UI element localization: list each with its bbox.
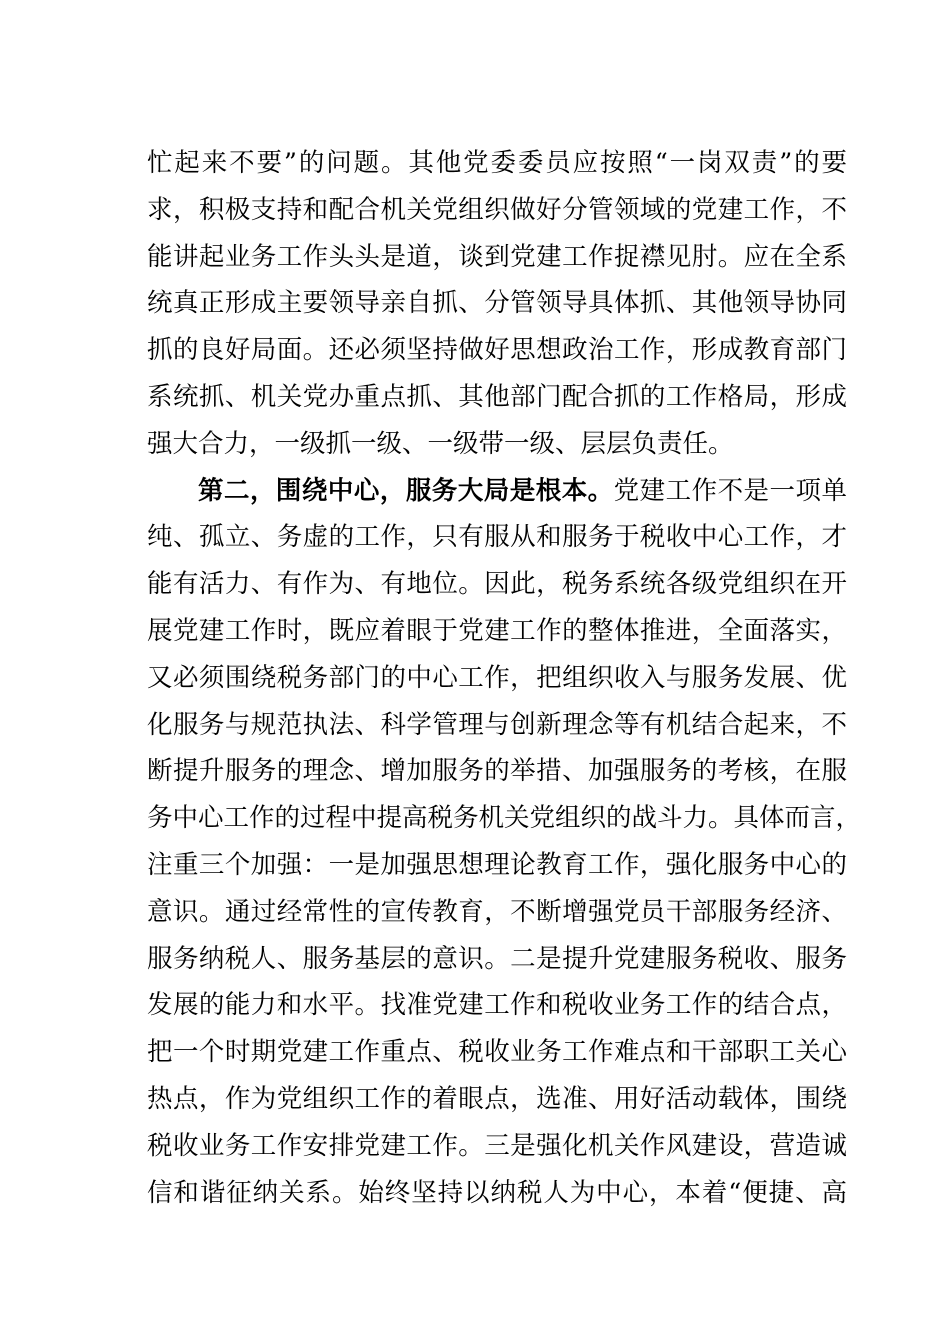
text-line: 忙起来不要”的问题。其他党委委员应按照“一岗双责”的要 [147,148,847,178]
paragraph-1 [147,140,847,468]
text-line: 求，积极支持和配合机关党组织做好分管领域的党建工作，不 [147,194,847,225]
text-line: 税收业务工作安排党建工作。三是强化机关作风建设，营造诚 [147,1130,847,1161]
text-line: 发展的能力和水平。找准党建工作和税收业务工作的结合点， [147,990,847,1021]
text-line: 强大合力，一级抓一级、一级带一级、层层负责任。 [147,428,734,459]
text-line: 纯、孤立、务虚的工作，只有服从和服务于税收中心工作，才 [147,522,847,553]
text-line: 热点，作为党组织工作的着眼点，选准、用好活动载体，围绕 [147,1083,847,1114]
paragraph-heading: 第二，围绕中心，服务大局是根本。 [198,475,614,506]
text-line: 系统抓、机关党办重点抓、其他部门配合抓的工作格局，形成 [147,381,847,412]
text-line: 展党建工作时，既应着眼于党建工作的整体推进，全面落实， [147,615,847,646]
text-line: 能有活力、有作为、有地位。因此，税务系统各级党组织在开 [147,569,847,600]
text-span: 党建工作不是一项单 [613,475,847,506]
text-line: 把一个时期党建工作重点、税收业务工作难点和干部职工关心 [147,1037,847,1068]
text-line: 化服务与规范执法、科学管理与创新理念等有机结合起来，不 [147,709,847,740]
text-line: 抓的良好局面。还必须坚持做好思想政治工作，形成教育部门 [147,335,847,366]
text-line: 意识。通过经常性的宣传教育，不断增强党员干部服务经济、 [147,896,847,927]
text-line: 又必须围绕税务部门的中心工作，把组织收入与服务发展、优 [147,662,847,693]
text-line: 务中心工作的过程中提高税务机关党组织的战斗力。具体而言， [147,803,862,834]
text-line: 服务纳税人、服务基层的意识。二是提升党建服务税收、服务 [147,943,847,974]
text-line: 统真正形成主要领导亲自抓、分管领导具体抓、其他领导协同 [147,288,847,319]
text-line: 能讲起业务工作头头是道，谈到党建工作捉襟见肘。应在全系 [147,241,847,272]
body-text [147,140,862,1216]
text-line: 信和谐征纳关系。始终坚持以纳税人为中心，本着“便捷、高 [147,1177,847,1208]
text-line-first [147,468,847,515]
text-line: 断提升服务的理念、增加服务的举措、加强服务的考核，在服 [147,756,847,787]
paragraph-2 [147,468,862,1217]
text-line: 注重三个加强：一是加强思想理论教育工作，强化服务中心的 [147,849,847,880]
